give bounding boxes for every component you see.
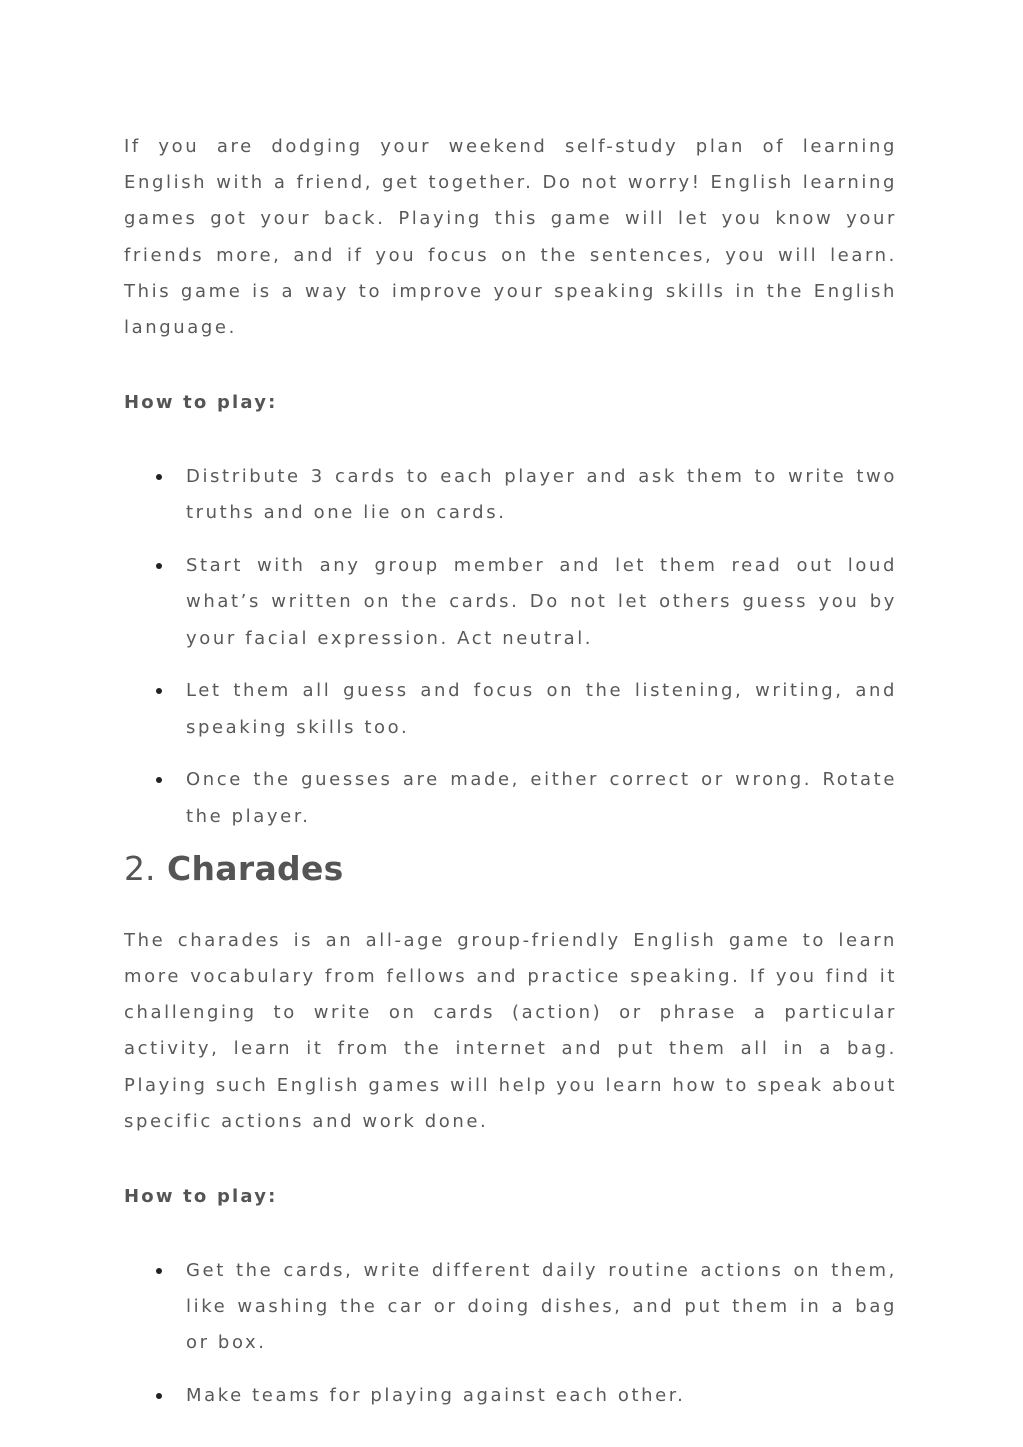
section1-steps-list <box>124 459 897 835</box>
bullet-icon <box>156 474 162 480</box>
bullet-icon <box>156 777 162 783</box>
list-item-text: Make teams for playing against each other. <box>186 1385 686 1407</box>
section2-how-to-play-label: How to play: <box>124 1186 278 1208</box>
article-content <box>124 129 897 1414</box>
list-item-text: Start with any group member and let them read out loud what’s written on the cards. Do not let others guess you by your facial expression. Act neutral. <box>186 555 897 649</box>
list-item-text: Once the guesses are made, either correct or wrong. Rotate the player. <box>186 769 897 827</box>
list-item <box>124 548 897 657</box>
section2-title: Charades <box>167 848 344 888</box>
list-item-text: Get the cards, write different daily routine actions on them, like washing the car or doing dishes, and put them in a bag or box. <box>186 1260 897 1354</box>
list-item <box>124 673 897 745</box>
list-item <box>124 1378 897 1414</box>
list-item <box>124 1253 897 1362</box>
list-item-text: Distribute 3 cards to each player and ask them to write two truths and one lie on cards. <box>186 466 897 524</box>
section2-steps-list <box>124 1253 897 1414</box>
bullet-icon <box>156 1268 162 1274</box>
section2-intro-paragraph: The charades is an all-age group-friendly English game to learn more vocabulary from fellows and practice speaking. If you find it challenging to write on cards (action) or phrase a particular activity, learn it from the internet and put them all in a bag. Playing such English games will help you learn how to speak about specific actions and work done. <box>124 929 897 1132</box>
list-item-text: Let them all guess and focus on the listening, writing, and speaking skills too. <box>186 680 897 738</box>
section1-intro-paragraph: If you are dodging your weekend self-study plan of learning English with a friend, get together. Do not worry! English learning games got your back. Playing this game will let you know your friends more, and if you focus on the sentences, you will learn. This game is a way to improve your speaking skills in the English language. <box>124 136 897 339</box>
section2-number: 2. <box>124 848 156 888</box>
section2-heading <box>124 849 897 889</box>
bullet-icon <box>156 563 162 569</box>
bullet-icon <box>156 688 162 694</box>
list-item <box>124 762 897 834</box>
bullet-icon <box>156 1393 162 1399</box>
section1-how-to-play-label: How to play: <box>124 392 278 414</box>
list-item <box>124 459 897 531</box>
